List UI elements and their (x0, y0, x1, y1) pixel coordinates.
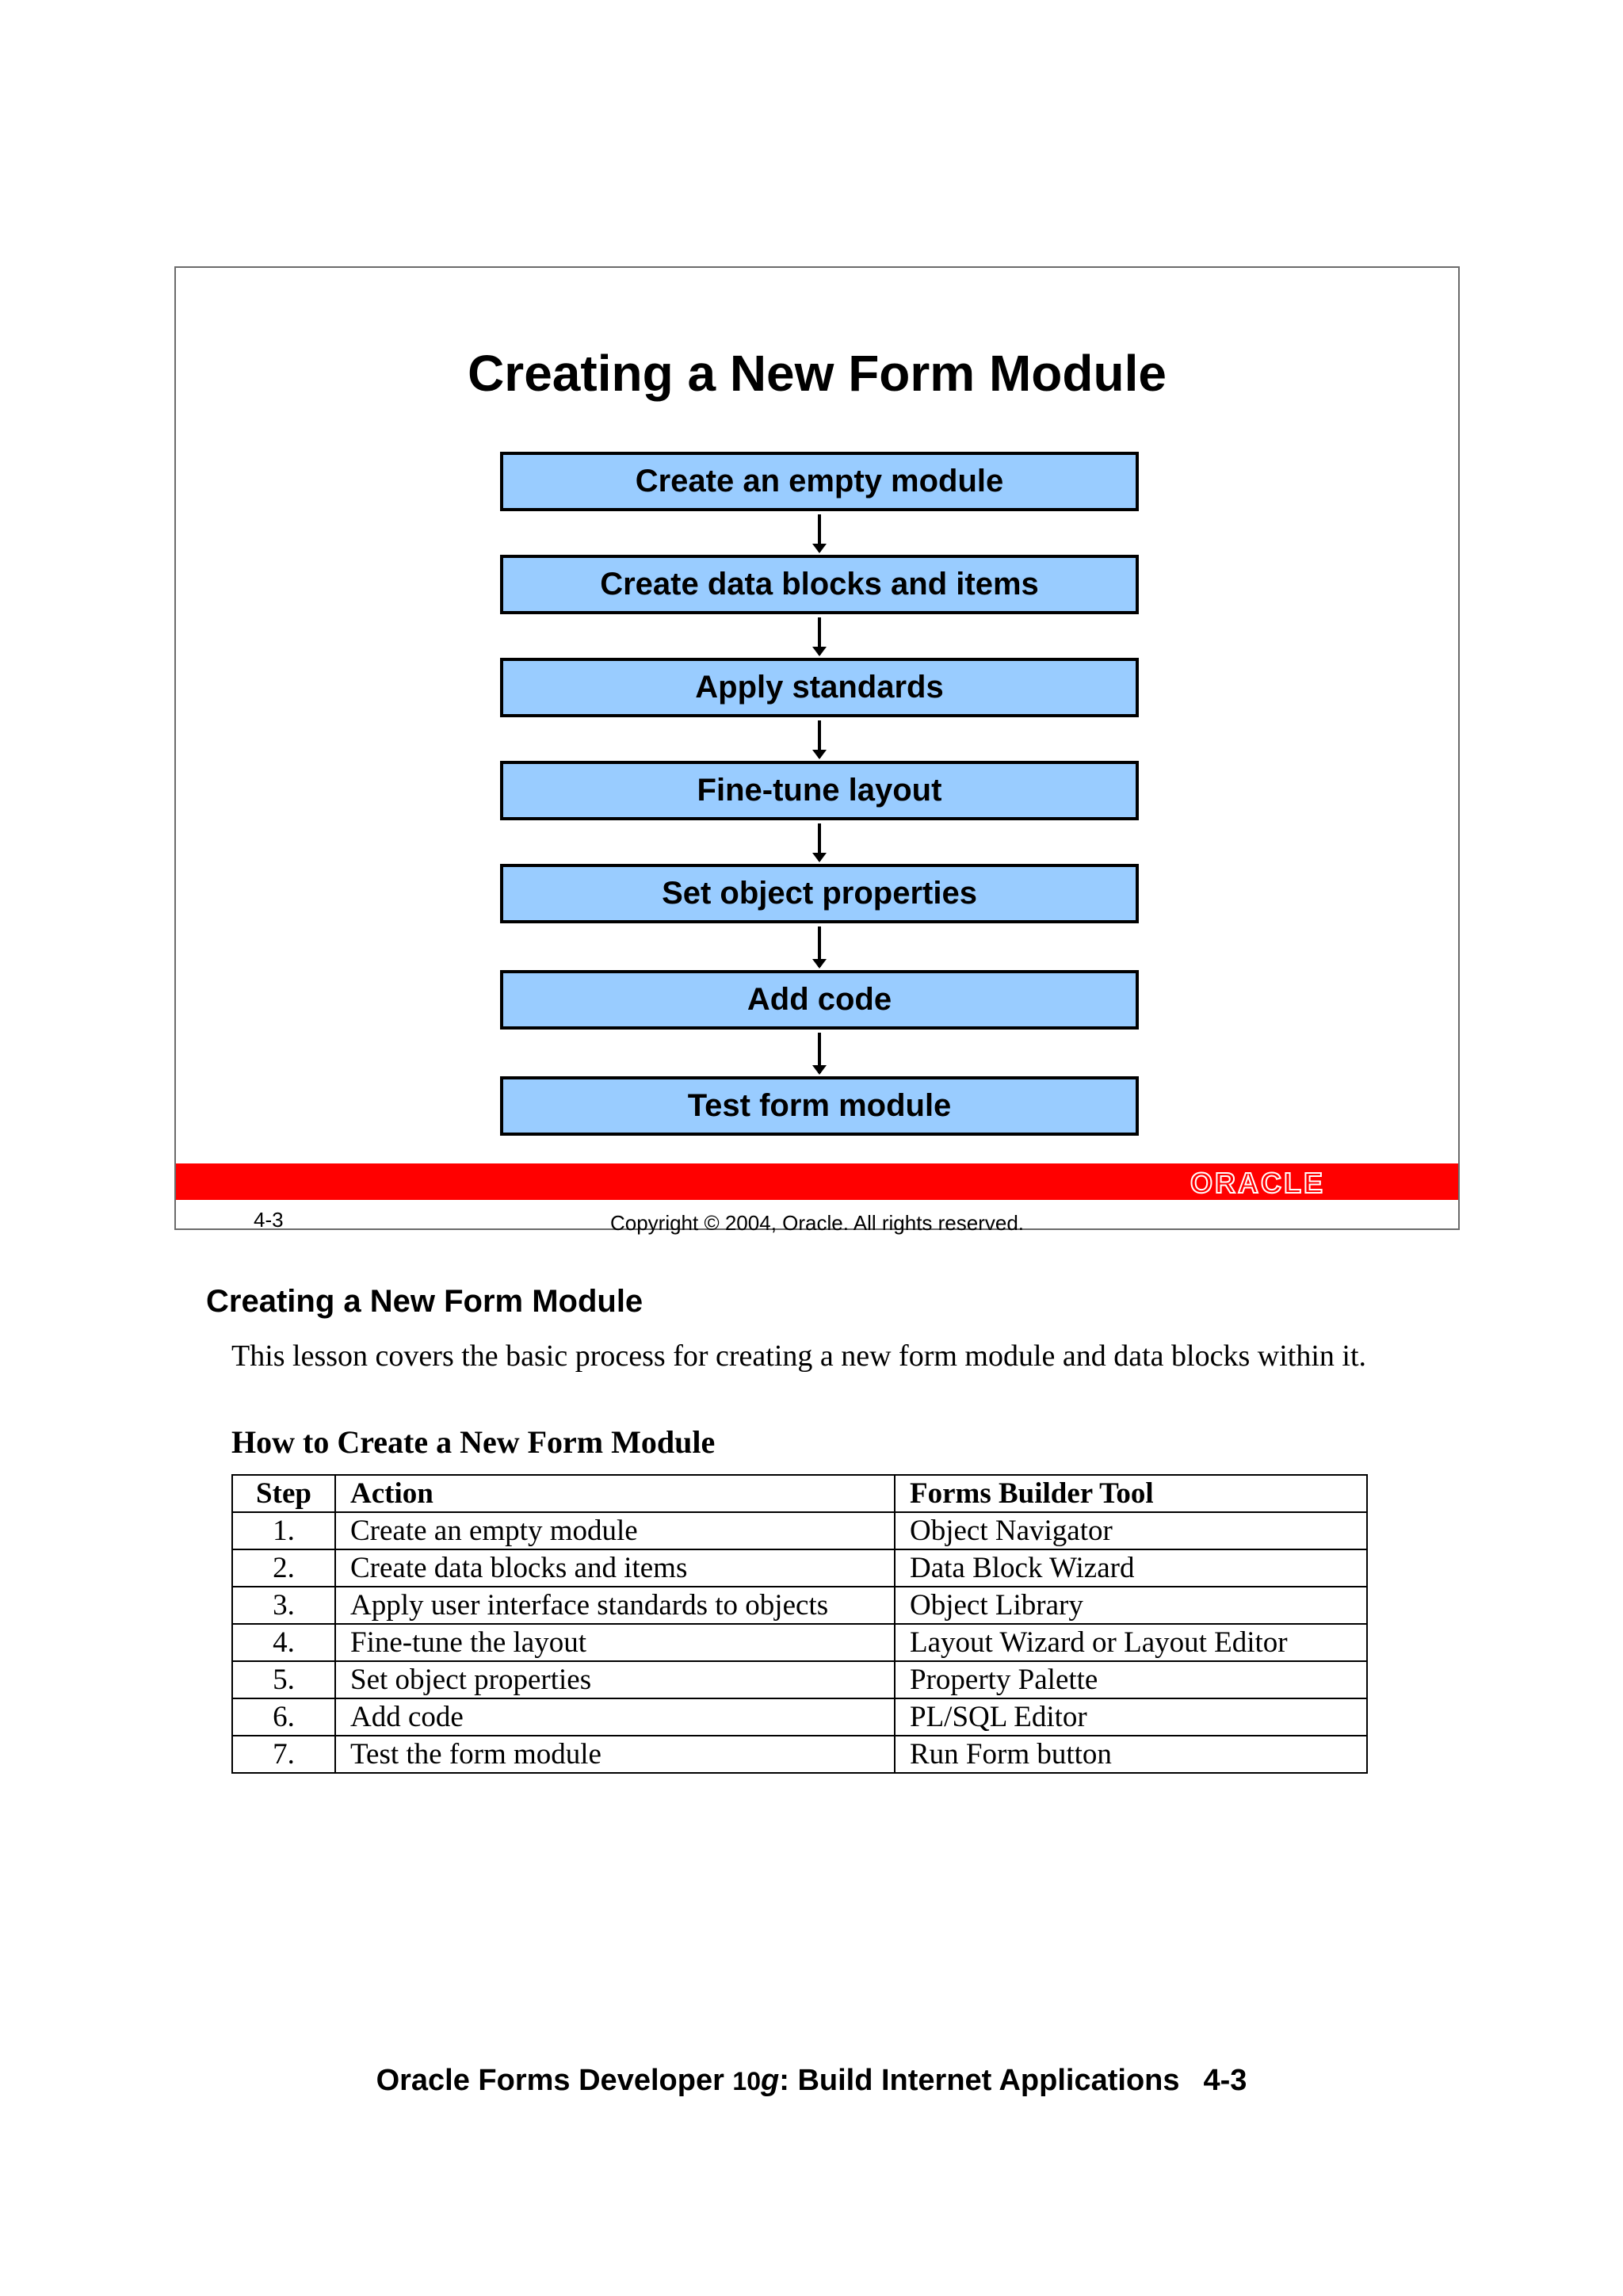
copyright: Copyright © 2004, Oracle. All rights reserved. (609, 1211, 1025, 1235)
footer-version-number: 10 (732, 2067, 762, 2095)
step-tool: Layout Wizard or Layout Editor (895, 1624, 1367, 1661)
table-row (232, 1587, 1367, 1624)
step-action: Create an empty module (335, 1512, 895, 1549)
header-step: Step (232, 1475, 335, 1512)
footer-page-number: 4-3 (1203, 2064, 1247, 2097)
footer-bar (176, 1163, 1458, 1200)
notes-subheading: How to Create a New Form Module (231, 1424, 716, 1460)
table-row (232, 1698, 1367, 1736)
slide-frame (174, 266, 1460, 1235)
flow-step-3: Apply standards (500, 658, 1139, 717)
table-header-row (232, 1475, 1367, 1512)
header-tool: Forms Builder Tool (895, 1475, 1367, 1512)
steps-table (231, 1474, 1368, 1774)
step-tool: Object Navigator (895, 1512, 1367, 1549)
step-action: Add code (335, 1698, 895, 1736)
table-row (232, 1624, 1367, 1661)
step-number: 7. (232, 1736, 335, 1773)
step-action: Fine-tune the layout (335, 1624, 895, 1661)
oracle-logo: ORACLE (1190, 1167, 1325, 1199)
table-row (232, 1549, 1367, 1587)
table-row (232, 1512, 1367, 1549)
slide-number: 4-3 (254, 1208, 284, 1232)
step-action: Test the form module (335, 1736, 895, 1773)
step-number: 1. (232, 1512, 335, 1549)
flow-step-1: Create an empty module (500, 452, 1139, 511)
step-number: 6. (232, 1698, 335, 1736)
step-tool: Run Form button (895, 1736, 1367, 1773)
footer-suffix: : Build Internet Applications (779, 2064, 1180, 2097)
footer-version-letter: g (761, 2064, 780, 2097)
step-tool: Object Library (895, 1587, 1367, 1624)
flow-arrow (818, 926, 821, 967)
table-row (232, 1661, 1367, 1698)
step-tool: Data Block Wizard (895, 1549, 1367, 1587)
flow-step-6: Add code (500, 970, 1139, 1030)
flow-arrow (818, 617, 821, 655)
flow-step-2: Create data blocks and items (500, 555, 1139, 614)
step-number: 5. (232, 1661, 335, 1698)
step-number: 3. (232, 1587, 335, 1624)
table-row (232, 1736, 1367, 1773)
flow-arrow (818, 1033, 821, 1073)
step-tool: PL/SQL Editor (895, 1698, 1367, 1736)
step-action: Create data blocks and items (335, 1549, 895, 1587)
slide-title: Creating a New Form Module (468, 345, 1167, 402)
step-tool: Property Palette (895, 1661, 1367, 1698)
flow-step-5: Set object properties (500, 864, 1139, 923)
footer-prefix: Oracle Forms Developer (376, 2064, 733, 2097)
step-number: 2. (232, 1549, 335, 1587)
flow-arrow (818, 823, 821, 861)
step-action: Apply user interface standards to objects (335, 1587, 895, 1624)
flow-step-4: Fine-tune layout (500, 761, 1139, 820)
header-action: Action (335, 1475, 895, 1512)
step-number: 4. (232, 1624, 335, 1661)
flow-step-7: Test form module (500, 1076, 1139, 1136)
flow-arrow (818, 514, 821, 552)
flow-arrow (818, 720, 821, 758)
page-footer (0, 2064, 1623, 2098)
notes-intro: This lesson covers the basic process for creating a new form module and data blocks within it. (231, 1339, 1366, 1373)
step-action: Set object properties (335, 1661, 895, 1698)
notes-heading: Creating a New Form Module (206, 1284, 643, 1319)
